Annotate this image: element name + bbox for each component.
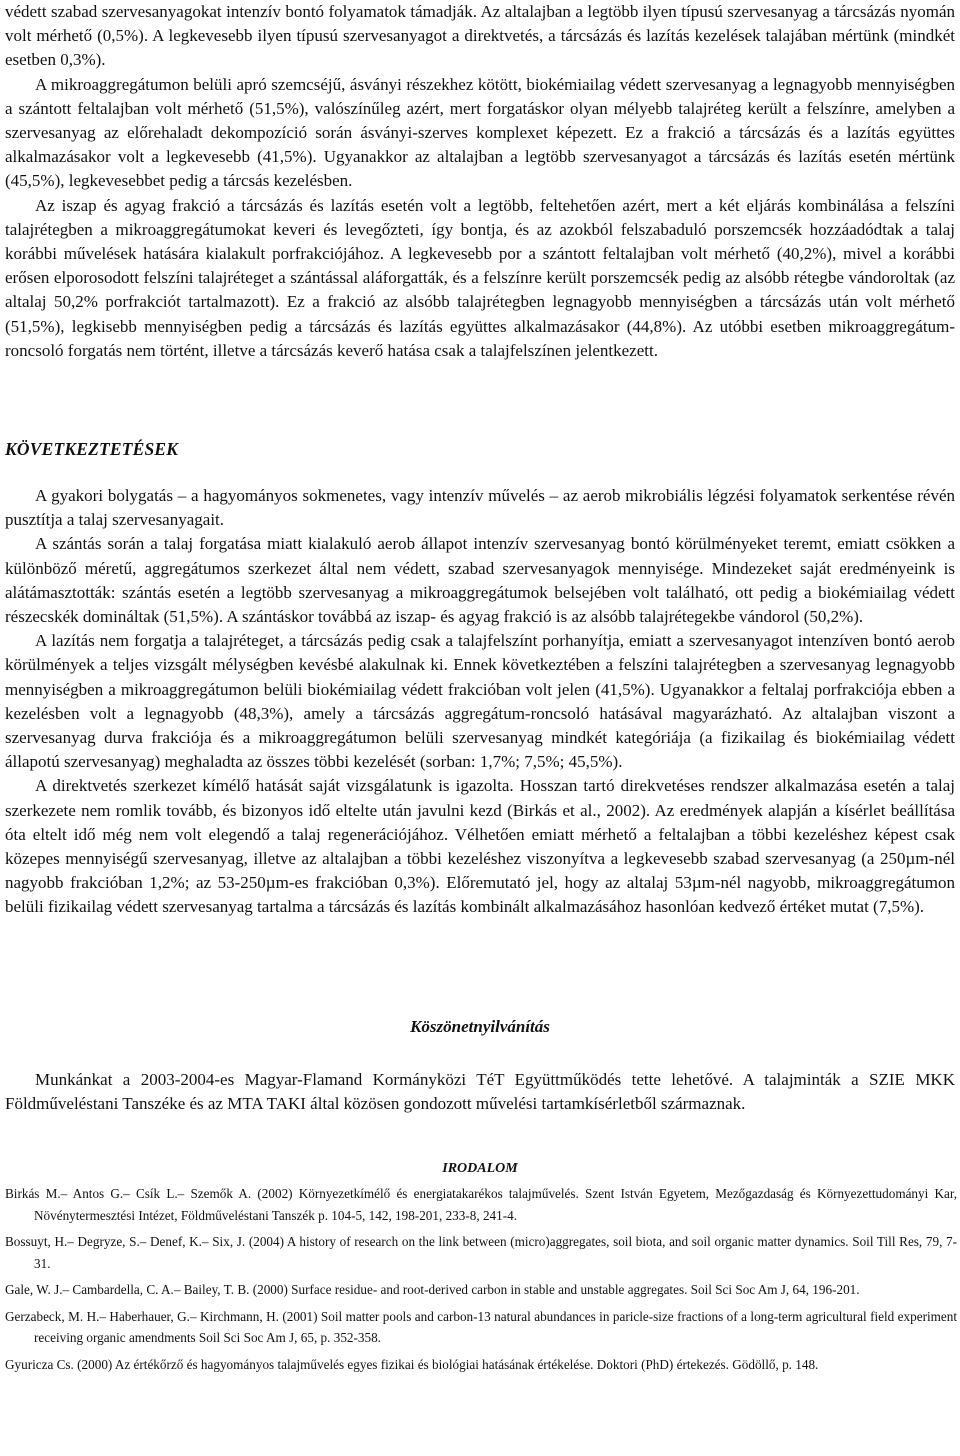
conclusions-section xyxy=(5,484,955,920)
paragraph: A direktvetés szerkezet kímélő hatását saját vizsgálatunk is igazolta. Hosszan tartó direkvetéses rendszer alkalmazása esetén a talaj szerkezete nem romlik tovább, és bizonyos idő eltelte után javulni kezd (Birkás et al., 2002). Az eredmények alapján a kísérlet beállítása óta eltelt idő még nem volt elegendő a talaj regenerációjához. Vélhetően emiatt mérhető a feltalajban a többi kezeléshez képest csak közepes mennyiségű szervesanyag, illetve az altalajban a többi kezeléshez viszonyítva a legkevesebb szabad szervesanyag (a 250µm-nél nagyobb frakcióban 1,2%; az 53-250µm-es frakcióban 0,3%). Előremutató jel, hogy az altalaj 53µm-nél nagyobb, mikroaggregátumon belüli fizikailag védett szervesanyag tartalma a tárcsázás és lazítás kombinált alkalmazásához hasonlóan kedvező értéket mutat (7,5%). xyxy=(5,776,955,917)
acknowledgement-section xyxy=(5,1068,955,1116)
acknowledgement-heading: Köszönetnyilvánítás xyxy=(410,1017,550,1036)
references-list xyxy=(5,1183,957,1380)
paragraph: Munkánkat a 2003-2004-es Magyar-Flamand Kormányközi TéT Együttműködés tette lehetővé. A talajminták a SZIE MKK Földműveléstani Tanszéke és az MTA TAKI által közösen gondozott művelési tartamkísérletből származnak. xyxy=(5,1070,955,1114)
paragraph: A mikroaggregátumon belüli apró szemcséjű, ásványi részekhez kötött, biokémiailag védett szervesanyag a legnagyobb mennyiségben a szántott feltalajban volt mérhető (51,5%), valószínűleg azért, mert forgatáskor olyan mélyebb talajréteg került a felszínre, amelyben a szervesanyag az előrehaladt dekompozíció során ásványi-szerves komplexet képezett. Ez a frakció a tárcsázás és a lazítás együttes alkalmazásakor volt a legkevesebb (41,5%). Ugyanakkor az altalajban a legtöbb szervesanyagot a tárcsázás és lazítás esetén mértünk (45,5%), legkevesebbet pedig a tárcsás kezelésben. xyxy=(5,74,955,191)
paragraph: A lazítás nem forgatja a talajréteget, a tárcsázás pedig csak a talajfelszínt porhanyítja, emiatt a szervesanyagot intenzíven bontó aerob körülmények a teljes vizsgált mélységben kevésbé alakulnak ki. Ennek következtében a felszíni talajrétegben a szervesanyag legnagyobb mennyiségben a mikroaggregátumon belüli biokémiailag védett frakcióban volt jelen (41,5%). Ugyanakkor a feltalaj porfrakciója ebben a kezelésben volt a legnagyobb (48,3%), amely a tárcsázás aggregátum-roncsoló hatásával magyarázható. Az altalajban viszont a szervesanyag durva frakciója és a mikroaggregátumon belüli szervesanyag mindkét kategóriája (a fizikailag és biokémiailag védett állapotú szervesanyag) meghaladta az összes többi kezelését (sorban: 1,7%; 7,5%; 45,5%). xyxy=(5,631,955,772)
paragraph: A szántás során a talaj forgatása miatt kialakuló aerob állapot intenzív szervesanyag bontó körülményeket teremt, emiatt csökken a különböző méretű, aggregátumos szerkezet által nem védett, szabad szervesanyagok mennyisége. Mindezeket saját eredményeink is alátámasztották: szántás esetén a legtöbb szervesanyag a mikroaggregátumok belsejében volt található, ott pedig a biokémiailag védett részecskék domináltak (51,5%). A szántáskor továbbá az iszap- és agyag frakció is az alsóbb talajrétegekbe vándorol (50,2%). xyxy=(5,534,955,627)
reference-item: Birkás M.– Antos G.– Csík L.– Szemők A. (2002) Környezetkímélő és energiatakarékos talajművelés. Szent István Egyetem, Mezőgazdaság és Környezettudományi Kar, Növénytermesztési Intézet, Földműveléstani Tanszék p. 104-5, 142, 198-201, 233-8, 241-4. xyxy=(5,1186,957,1223)
reference-item: Gyuricza Cs. (2000) Az értékőrző és hagyományos talajművelés egyes fizikai és biológiai hatásának értékelése. Doktori (PhD) értekezés. Gödöllő, p. 148. xyxy=(5,1356,819,1372)
reference-item: Gerzabeck, M. H.– Haberhauer, G.– Kirchmann, H. (2001) Soil matter pools and carbon-13 natural abundances in paricle-size fractions of a long-term agricultural field experiment receiving organic amendments Soil Sci Soc Am J, 65, p. 352-358. xyxy=(5,1308,957,1345)
paragraph: védett szabad szervesanyagokat intenzív bontó folyamatok támadják. Az altalajban a legtöbb ilyen típusú szervesanyag a tárcsázás nyomán volt mérhető (0,5%). A legkevesebb ilyen típusú szervesanyagot a direktvetés, a tárcsázás és lazítás kezelések talajában mértünk (mindkét esetben 0,3%). xyxy=(5,2,955,70)
references-heading: IRODALOM xyxy=(442,1161,518,1176)
reference-item: Gale, W. J.– Cambardella, C. A.– Bailey, T. B. (2000) Surface residue- and root-derived carbon in stable and unstable aggregates. Soil Sci Soc Am J, 64, 196-201. xyxy=(5,1282,860,1297)
results-section xyxy=(5,0,955,363)
paragraph: Az iszap és agyag frakció a tárcsázás és lazítás esetén volt a legtöbb, feltehetően azért, mert a két eljárás kombinálása a felszíni talajrétegben a mikroaggregátumokat keveri és levegőzteti, így bontja, és az azokból felszabaduló porszemcsék hozzáadódtak a talaj korábbi művelések hatására kialakult porfrakciójához. A legkevesebb por a szántott feltalajban volt mérhető (40,2%), mivel a korábbi erősen elporosodott felszíni talajréteget a szántással aláforgatták, és a felszínre került porszemcsék pedig az alsóbb rétegbe vándoroltak (az altalaj 50,2% porfrakciót tartalmazott). Ez a frakció az alsóbb talajrétegben legnagyobb mennyiségben a tárcsázás után volt mérhető (51,5%), legkisebb mennyiségben pedig a tárcsázás és lazítás együttes alkalmazásakor (44,8%). Az utóbbi esetben mikroaggregátum-roncsoló forgatás nem történt, illetve a tárcsázás keverő hatása csak a talajfelszínen jelentkezett. xyxy=(5,195,955,360)
conclusions-heading: KÖVETKEZTETÉSEK xyxy=(5,439,179,459)
reference-item: Bossuyt, H.– Degryze, S.– Denef, K.– Six, J. (2004) A history of research on the link between (micro)aggregates, soil biota, and soil organic matter dynamics. Soil Till Res, 79, 7-31. xyxy=(5,1234,957,1271)
paragraph: A gyakori bolygatás – a hagyományos sokmenetes, vagy intenzív művelés – az aerob mikrobiális légzési folyamatok serkentése révén pusztítja a talaj szervesanyagait. xyxy=(5,486,955,530)
